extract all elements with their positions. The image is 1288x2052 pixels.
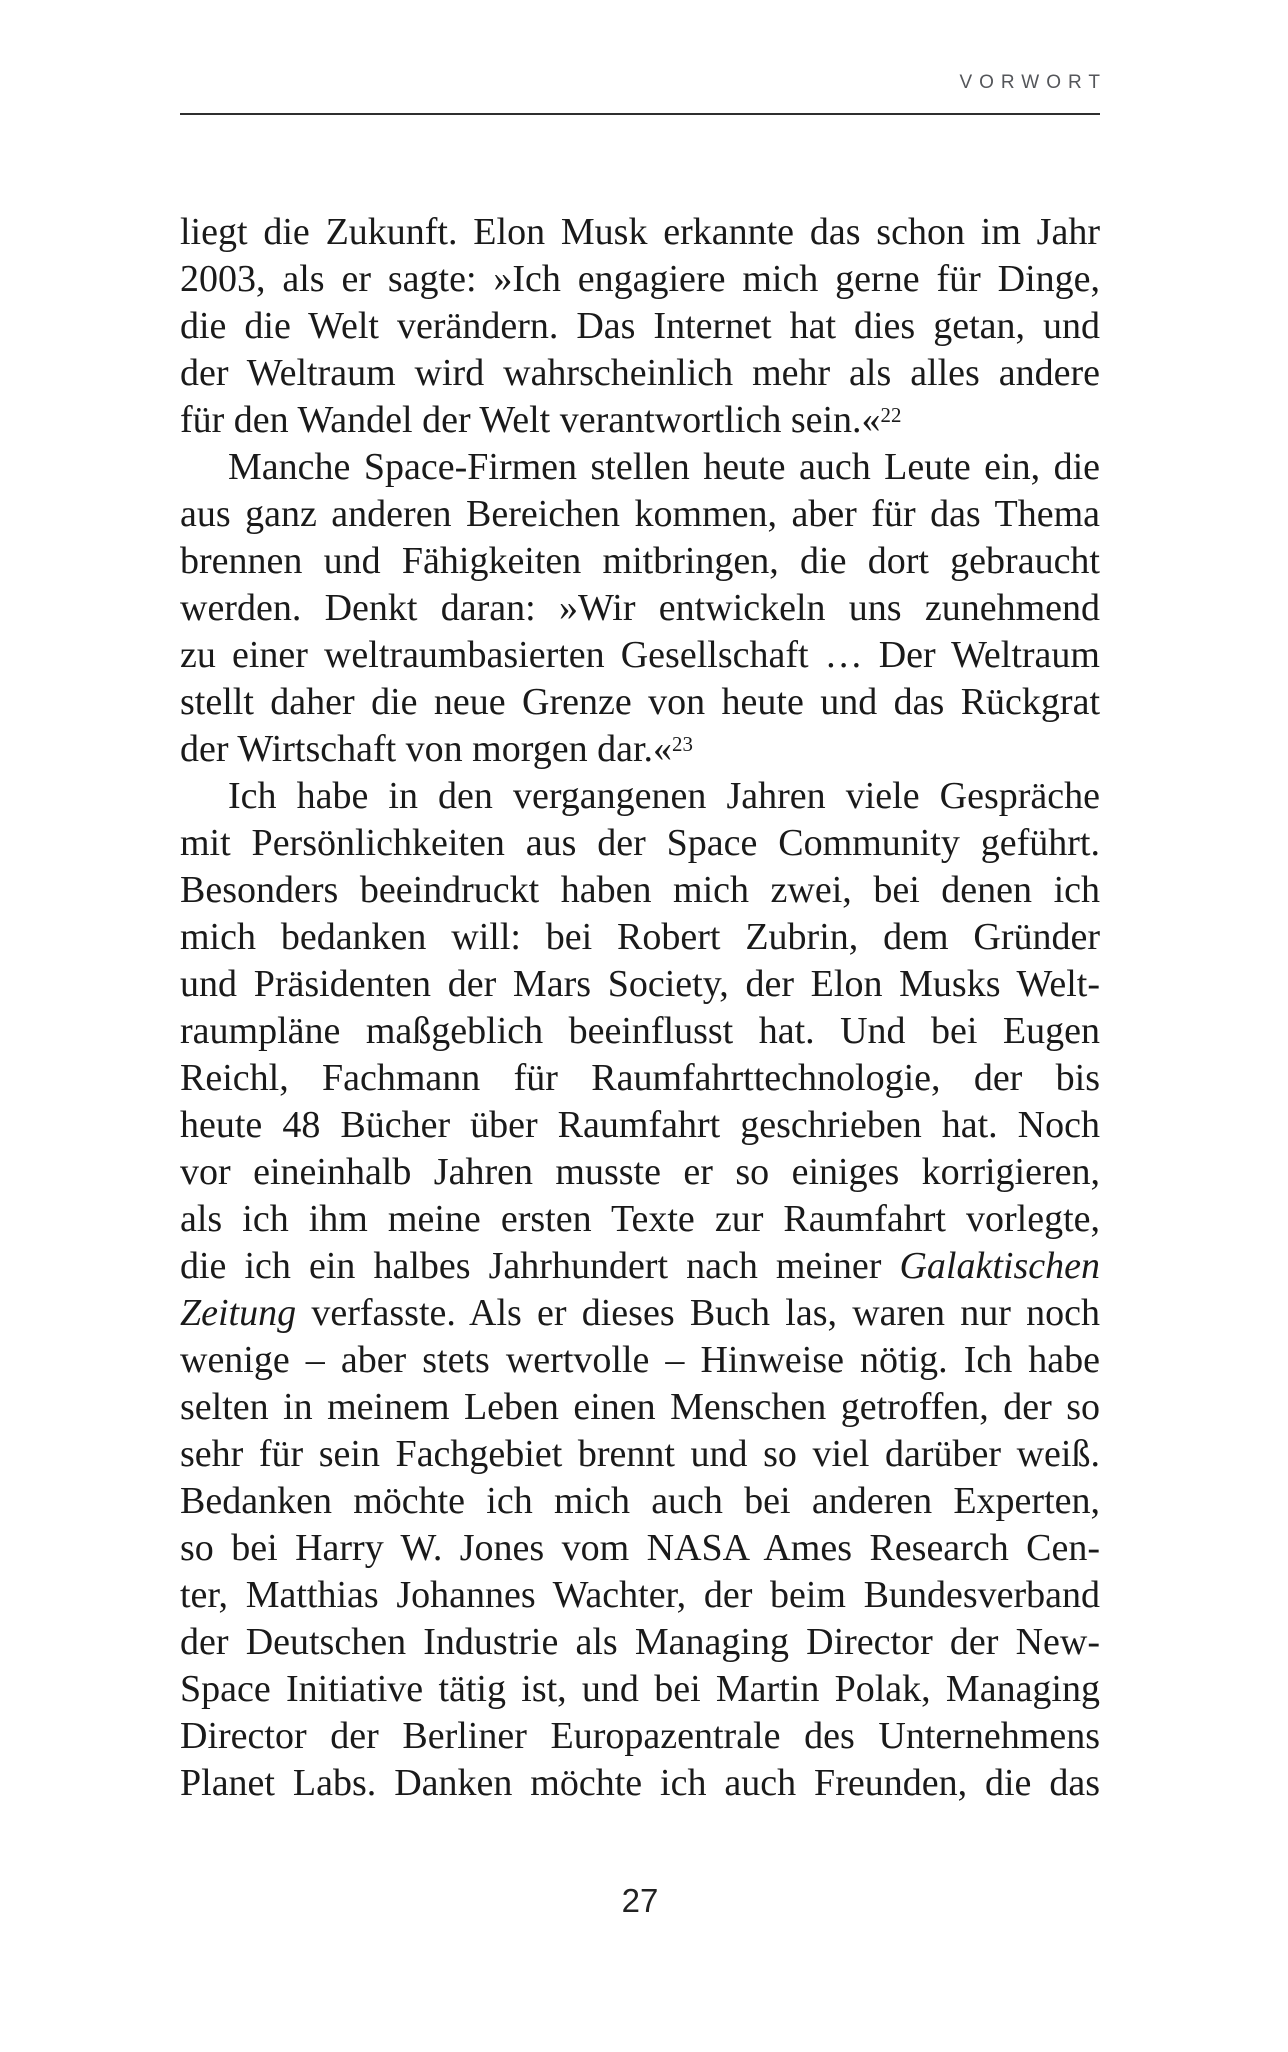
footnote-ref: 22 <box>880 402 902 427</box>
text-line <box>180 1666 1100 1713</box>
text-run: Space Initiative tätig ist, und bei Martin Polak, Managing <box>180 1668 1100 1710</box>
running-header <box>180 72 1107 94</box>
text-run: als ich ihm meine ersten Texte zur Raumfahrt vorlegte, <box>180 1198 1100 1240</box>
text-run: die ich ein halbes Jahrhundert nach meiner <box>180 1245 900 1287</box>
text-run: Bedanken möchte ich mich auch bei anderen Experten, <box>180 1480 1100 1522</box>
text-line <box>180 397 1100 444</box>
text-run: brennen und Fähigkeiten mitbringen, die dort gebraucht <box>180 540 1100 582</box>
page-content <box>180 0 1107 2052</box>
text-run: Planet Labs. Danken möchte ich auch Freunden, die das <box>180 1762 1100 1804</box>
text-line <box>180 914 1100 961</box>
text-line <box>180 1478 1100 1525</box>
text-line <box>180 1290 1100 1337</box>
text-line <box>180 1102 1100 1149</box>
text-line <box>180 1008 1100 1055</box>
text-line <box>180 679 1100 726</box>
footnote-ref: 23 <box>672 731 693 756</box>
text-line <box>180 867 1100 914</box>
text-run: werden. Denkt daran: »Wir entwickeln uns zunehmend <box>180 587 1100 629</box>
text-run: heute 48 Bücher über Raumfahrt geschrieben hat. Noch <box>180 1104 1100 1146</box>
text-line <box>180 1196 1100 1243</box>
text-run: ter, Matthias Johannes Wachter, der beim Bundesverband <box>180 1574 1100 1616</box>
text-run: 2003, als er sagte: »Ich engagiere mich gerne für Dinge, <box>180 258 1100 300</box>
text-run: wenige – aber stets wertvolle – Hinweise nötig. Ich habe <box>180 1339 1100 1381</box>
text-line <box>180 1055 1100 1102</box>
text-line <box>180 303 1100 350</box>
italic-text: Zeitung <box>180 1292 297 1334</box>
text-run: der Weltraum wird wahrscheinlich mehr als alles andere <box>180 352 1100 394</box>
text-line <box>180 1149 1100 1196</box>
text-run: stellt daher die neue Grenze von heute und das Rückgrat <box>180 681 1100 723</box>
text-line <box>180 1337 1100 1384</box>
text-line <box>180 820 1100 867</box>
text-run: so bei Harry W. Jones vom NASA Ames Research Cen- <box>180 1527 1100 1569</box>
text-line <box>180 538 1100 585</box>
text-run: mich bedanken will: bei Robert Zubrin, dem Gründer <box>180 916 1100 958</box>
text-line <box>180 1525 1100 1572</box>
text-line <box>180 773 1100 820</box>
text-line <box>180 444 1100 491</box>
text-run: Ich habe in den vergangenen Jahren viele Gespräche <box>228 775 1100 817</box>
text-run: mit Persönlichkeiten aus der Space Community geführt. <box>180 822 1100 864</box>
text-run: Besonders beeindruckt haben mich zwei, bei denen ich <box>180 869 1100 911</box>
text-run: Director der Berliner Europazentrale des Unternehmens <box>180 1715 1100 1757</box>
text-line <box>180 1243 1100 1290</box>
text-line <box>180 350 1100 397</box>
text-run: der Wirtschaft von morgen dar.« <box>180 728 672 770</box>
text-run: Reichl, Fachmann für Raumfahrttechnologie, der bis <box>180 1057 1100 1099</box>
header-rule <box>180 113 1100 115</box>
text-run: und Präsidenten der Mars Society, der Elon Musks Welt- <box>180 963 1100 1005</box>
text-run: sehr für sein Fachgebiet brennt und so viel darüber weiß. <box>180 1433 1100 1475</box>
text-line <box>180 585 1100 632</box>
page-number: 27 <box>621 1882 659 1919</box>
text-run: zu einer weltraumbasierten Gesellschaft … Der Weltraum <box>180 634 1100 676</box>
text-line <box>180 726 1100 773</box>
text-run: selten in meinem Leben einen Menschen getroffen, der so <box>180 1386 1100 1428</box>
text-line <box>180 1619 1100 1666</box>
text-line <box>180 1431 1100 1478</box>
text-line <box>180 1713 1100 1760</box>
text-run: aus ganz anderen Bereichen kommen, aber für das Thema <box>180 493 1100 535</box>
text-run: Manche Space-Firmen stellen heute auch Leute ein, die <box>228 446 1100 488</box>
italic-text: Galaktischen <box>899 1245 1100 1287</box>
text-line <box>180 209 1100 256</box>
text-line <box>180 1384 1100 1431</box>
text-run: der Deutschen Industrie als Managing Director der New- <box>180 1621 1100 1663</box>
text-line <box>180 491 1100 538</box>
text-line <box>180 256 1100 303</box>
text-line <box>180 961 1100 1008</box>
text-line <box>180 1760 1100 1807</box>
text-run: vor eineinhalb Jahren musste er so einiges korrigieren, <box>180 1151 1100 1193</box>
text-line <box>180 632 1100 679</box>
text-run: für den Wandel der Welt verantwortlich sein.« <box>180 399 881 441</box>
text-run: raumpläne maßgeblich beeinflusst hat. Und bei Eugen <box>180 1010 1100 1052</box>
text-run: verfasste. Als er dieses Buch las, waren nur noch <box>296 1292 1100 1334</box>
text-run: liegt die Zukunft. Elon Musk erkannte das schon im Jahr <box>180 211 1100 253</box>
text-run: die die Welt verändern. Das Internet hat dies getan, und <box>180 305 1100 347</box>
page-title: VORWORT <box>959 72 1107 93</box>
body-text <box>180 209 1100 1807</box>
text-line <box>180 1572 1100 1619</box>
